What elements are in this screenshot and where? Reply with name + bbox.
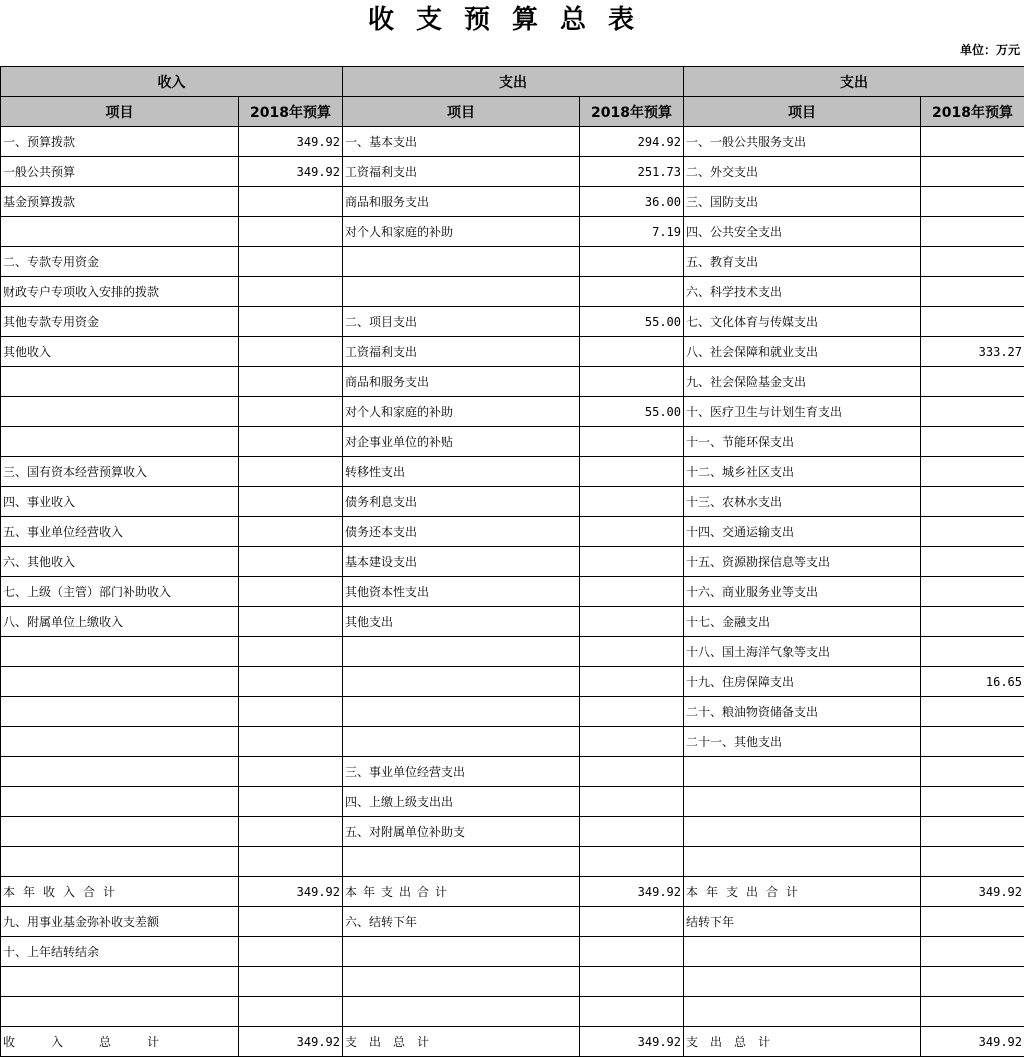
item-cell	[1, 847, 239, 877]
item-cell: 结转下年	[684, 907, 921, 937]
table-row	[1, 697, 1024, 727]
item-cell	[1, 697, 239, 727]
budget-cell	[921, 457, 1024, 487]
item-cell	[684, 937, 921, 967]
item-cell: 十七、金融支出	[684, 607, 921, 637]
budget-cell	[921, 907, 1024, 937]
item-cell: 六、结转下年	[343, 907, 580, 937]
item-cell: 支出总计	[684, 1027, 921, 1057]
budget-cell: 349.92	[239, 1027, 343, 1057]
budget-cell	[921, 397, 1024, 427]
item-cell	[684, 967, 921, 997]
item-cell: 四、上缴上级支出出	[343, 787, 580, 817]
item-cell: 二、项目支出	[343, 307, 580, 337]
budget-cell	[921, 727, 1024, 757]
expense-header-1: 支出	[343, 67, 684, 97]
budget-cell	[921, 217, 1024, 247]
item-cell	[684, 847, 921, 877]
budget-cell	[580, 247, 684, 277]
budget-cell	[580, 457, 684, 487]
budget-cell	[580, 337, 684, 367]
budget-cell	[580, 967, 684, 997]
budget-cell	[580, 367, 684, 397]
table-row	[1, 727, 1024, 757]
item-cell	[343, 967, 580, 997]
budget-cell	[239, 967, 343, 997]
item-cell: 对个人和家庭的补助	[343, 217, 580, 247]
item-cell: 工资福利支出	[343, 157, 580, 187]
budget-cell: 349.92	[239, 127, 343, 157]
item-cell: 商品和服务支出	[343, 367, 580, 397]
table-row	[1, 847, 1024, 877]
budget-cell	[921, 547, 1024, 577]
item-cell: 一般公共预算	[1, 157, 239, 187]
budget-cell	[921, 757, 1024, 787]
budget-cell	[239, 397, 343, 427]
item-cell	[343, 247, 580, 277]
item-cell: 其他专款专用资金	[1, 307, 239, 337]
table-row	[1, 667, 1024, 697]
budget-cell	[580, 937, 684, 967]
budget-cell	[239, 337, 343, 367]
item-cell: 其他支出	[343, 607, 580, 637]
table-row	[1, 967, 1024, 997]
item-cell: 六、科学技术支出	[684, 277, 921, 307]
item-cell	[1, 367, 239, 397]
budget-cell	[580, 667, 684, 697]
item-cell	[1, 637, 239, 667]
item-cell	[1, 997, 239, 1027]
item-cell: 十五、资源勘探信息等支出	[684, 547, 921, 577]
budget-cell	[921, 127, 1024, 157]
item-cell	[343, 727, 580, 757]
item-cell: 一、一般公共服务支出	[684, 127, 921, 157]
item-cell	[684, 817, 921, 847]
item-cell: 本年支出合计	[684, 877, 921, 907]
table-row	[1, 907, 1024, 937]
budget-cell: 294.92	[580, 127, 684, 157]
budget-cell	[580, 847, 684, 877]
budget-cell	[580, 517, 684, 547]
budget-cell	[580, 607, 684, 637]
unit-label: 单位：万元	[960, 41, 1020, 58]
budget-cell	[580, 787, 684, 817]
table-row	[1, 877, 1024, 907]
item-cell: 五、事业单位经营收入	[1, 517, 239, 547]
budget-cell	[580, 757, 684, 787]
budget-cell	[921, 607, 1024, 637]
item-cell: 对个人和家庭的补助	[343, 397, 580, 427]
item-cell: 二十一、其他支出	[684, 727, 921, 757]
income-header: 收入	[1, 67, 343, 97]
expense-header-2: 支出	[684, 67, 1024, 97]
table-row	[1, 337, 1024, 367]
budget-cell	[921, 577, 1024, 607]
table-row	[1, 427, 1024, 457]
budget-cell	[239, 577, 343, 607]
item-cell: 对企事业单位的补贴	[343, 427, 580, 457]
item-cell	[343, 997, 580, 1027]
item-cell: 收入总计	[1, 1027, 239, 1057]
item-cell: 二、外交支出	[684, 157, 921, 187]
budget-cell	[239, 997, 343, 1027]
item-cell	[1, 817, 239, 847]
page-title: 收支预算总表	[0, 0, 1024, 40]
item-cell	[343, 937, 580, 967]
budget-cell	[921, 967, 1024, 997]
item-cell: 商品和服务支出	[343, 187, 580, 217]
item-cell	[1, 757, 239, 787]
budget-cell: 251.73	[580, 157, 684, 187]
table-row	[1, 577, 1024, 607]
item-cell: 本年支出合计	[343, 877, 580, 907]
budget-cell	[921, 817, 1024, 847]
budget-cell: 349.92	[580, 1027, 684, 1057]
table-row	[1, 937, 1024, 967]
item-cell: 十六、商业服务业等支出	[684, 577, 921, 607]
budget-cell	[580, 637, 684, 667]
item-cell	[1, 787, 239, 817]
budget-cell	[239, 727, 343, 757]
table-row	[1, 217, 1024, 247]
budget-cell	[921, 937, 1024, 967]
item-cell: 十四、交通运输支出	[684, 517, 921, 547]
budget-cell	[239, 637, 343, 667]
budget-cell	[239, 757, 343, 787]
item-cell: 十九、住房保障支出	[684, 667, 921, 697]
table-row	[1, 817, 1024, 847]
budget-cell	[239, 487, 343, 517]
item-cell: 债务还本支出	[343, 517, 580, 547]
item-cell: 三、国有资本经营预算收入	[1, 457, 239, 487]
budget-cell	[580, 577, 684, 607]
budget-cell	[580, 997, 684, 1027]
item-cell	[1, 397, 239, 427]
budget-cell	[239, 427, 343, 457]
budget-cell	[239, 937, 343, 967]
budget-cell	[239, 907, 343, 937]
budget-cell	[239, 697, 343, 727]
budget-cell	[921, 997, 1024, 1027]
item-cell: 十三、农林水支出	[684, 487, 921, 517]
budget-cell	[921, 157, 1024, 187]
budget-cell	[921, 517, 1024, 547]
item-cell: 六、其他收入	[1, 547, 239, 577]
table-row	[1, 787, 1024, 817]
budget-cell	[239, 547, 343, 577]
budget-cell	[580, 817, 684, 847]
budget-cell	[580, 727, 684, 757]
budget-table	[0, 66, 1024, 1057]
item-cell: 三、国防支出	[684, 187, 921, 217]
item-cell: 十、医疗卫生与计划生育支出	[684, 397, 921, 427]
col-item-1: 项目	[1, 97, 239, 127]
budget-cell: 16.65	[921, 667, 1024, 697]
budget-cell: 349.92	[239, 157, 343, 187]
budget-cell	[921, 637, 1024, 667]
budget-cell	[580, 427, 684, 457]
item-cell: 三、事业单位经营支出	[343, 757, 580, 787]
item-cell: 十一、节能环保支出	[684, 427, 921, 457]
budget-cell: 36.00	[580, 187, 684, 217]
item-cell	[343, 667, 580, 697]
item-cell	[684, 997, 921, 1027]
budget-cell	[239, 817, 343, 847]
budget-cell	[921, 487, 1024, 517]
budget-cell	[580, 547, 684, 577]
budget-cell	[580, 487, 684, 517]
budget-cell	[239, 787, 343, 817]
budget-cell	[921, 307, 1024, 337]
item-cell: 二十、粮油物资储备支出	[684, 697, 921, 727]
col-item-2: 项目	[343, 97, 580, 127]
item-cell: 其他收入	[1, 337, 239, 367]
table-row	[1, 637, 1024, 667]
item-cell: 一、基本支出	[343, 127, 580, 157]
item-cell	[1, 427, 239, 457]
budget-cell	[239, 457, 343, 487]
table-row	[1, 607, 1024, 637]
budget-cell	[580, 697, 684, 727]
item-cell: 十、上年结转结余	[1, 937, 239, 967]
budget-cell	[580, 907, 684, 937]
table-row	[1, 547, 1024, 577]
item-cell: 其他资本性支出	[343, 577, 580, 607]
item-cell: 七、文化体育与传媒支出	[684, 307, 921, 337]
budget-cell	[580, 277, 684, 307]
budget-cell	[921, 697, 1024, 727]
budget-cell: 7.19	[580, 217, 684, 247]
item-cell	[343, 637, 580, 667]
budget-cell	[239, 307, 343, 337]
item-cell: 七、上级（主管）部门补助收入	[1, 577, 239, 607]
item-cell	[343, 697, 580, 727]
item-cell	[343, 277, 580, 307]
budget-cell: 349.92	[580, 877, 684, 907]
item-cell: 财政专户专项收入安排的拨款	[1, 277, 239, 307]
item-cell: 支出总计	[343, 1027, 580, 1057]
item-cell	[684, 757, 921, 787]
header-row-columns	[1, 97, 1024, 127]
table-row	[1, 187, 1024, 217]
item-cell: 十二、城乡社区支出	[684, 457, 921, 487]
budget-cell	[239, 217, 343, 247]
table-row	[1, 487, 1024, 517]
budget-cell: 55.00	[580, 307, 684, 337]
item-cell: 五、对附属单位补助支	[343, 817, 580, 847]
item-cell: 工资福利支出	[343, 337, 580, 367]
header-row-group	[1, 67, 1024, 97]
budget-cell: 349.92	[921, 1027, 1024, 1057]
item-cell: 债务利息支出	[343, 487, 580, 517]
item-cell	[1, 727, 239, 757]
item-cell: 十八、国土海洋气象等支出	[684, 637, 921, 667]
budget-cell	[239, 277, 343, 307]
item-cell: 四、事业收入	[1, 487, 239, 517]
item-cell: 基本建设支出	[343, 547, 580, 577]
table-row	[1, 367, 1024, 397]
table-row	[1, 277, 1024, 307]
budget-cell	[921, 187, 1024, 217]
budget-cell	[921, 367, 1024, 397]
budget-cell	[239, 667, 343, 697]
table-row	[1, 247, 1024, 277]
budget-cell	[239, 367, 343, 397]
budget-cell	[239, 247, 343, 277]
item-cell: 基金预算拨款	[1, 187, 239, 217]
budget-cell: 349.92	[921, 877, 1024, 907]
budget-cell	[921, 847, 1024, 877]
col-item-3: 项目	[684, 97, 921, 127]
budget-cell: 333.27	[921, 337, 1024, 367]
budget-cell	[921, 787, 1024, 817]
col-budget-3: 2018年预算	[921, 97, 1024, 127]
item-cell: 八、社会保障和就业支出	[684, 337, 921, 367]
col-budget-1: 2018年预算	[239, 97, 343, 127]
budget-cell	[921, 247, 1024, 277]
budget-cell	[239, 517, 343, 547]
table-row	[1, 517, 1024, 547]
table-row	[1, 397, 1024, 427]
budget-cell	[239, 187, 343, 217]
item-cell: 一、预算拨款	[1, 127, 239, 157]
budget-cell: 349.92	[239, 877, 343, 907]
item-cell	[343, 847, 580, 877]
table-row	[1, 307, 1024, 337]
budget-cell	[239, 847, 343, 877]
table-row	[1, 457, 1024, 487]
item-cell	[684, 787, 921, 817]
table-row	[1, 1027, 1024, 1057]
item-cell	[1, 217, 239, 247]
item-cell: 转移性支出	[343, 457, 580, 487]
item-cell: 八、附属单位上缴收入	[1, 607, 239, 637]
col-budget-2: 2018年预算	[580, 97, 684, 127]
item-cell: 九、社会保险基金支出	[684, 367, 921, 397]
item-cell: 四、公共安全支出	[684, 217, 921, 247]
table-row	[1, 997, 1024, 1027]
item-cell: 五、教育支出	[684, 247, 921, 277]
table-row	[1, 157, 1024, 187]
item-cell	[1, 967, 239, 997]
item-cell: 九、用事业基金弥补收支差额	[1, 907, 239, 937]
budget-cell	[921, 277, 1024, 307]
budget-cell	[239, 607, 343, 637]
budget-cell: 55.00	[580, 397, 684, 427]
budget-cell	[921, 427, 1024, 457]
item-cell	[1, 667, 239, 697]
item-cell: 二、专款专用资金	[1, 247, 239, 277]
table-row	[1, 127, 1024, 157]
item-cell: 本年收入合计	[1, 877, 239, 907]
table-row	[1, 757, 1024, 787]
